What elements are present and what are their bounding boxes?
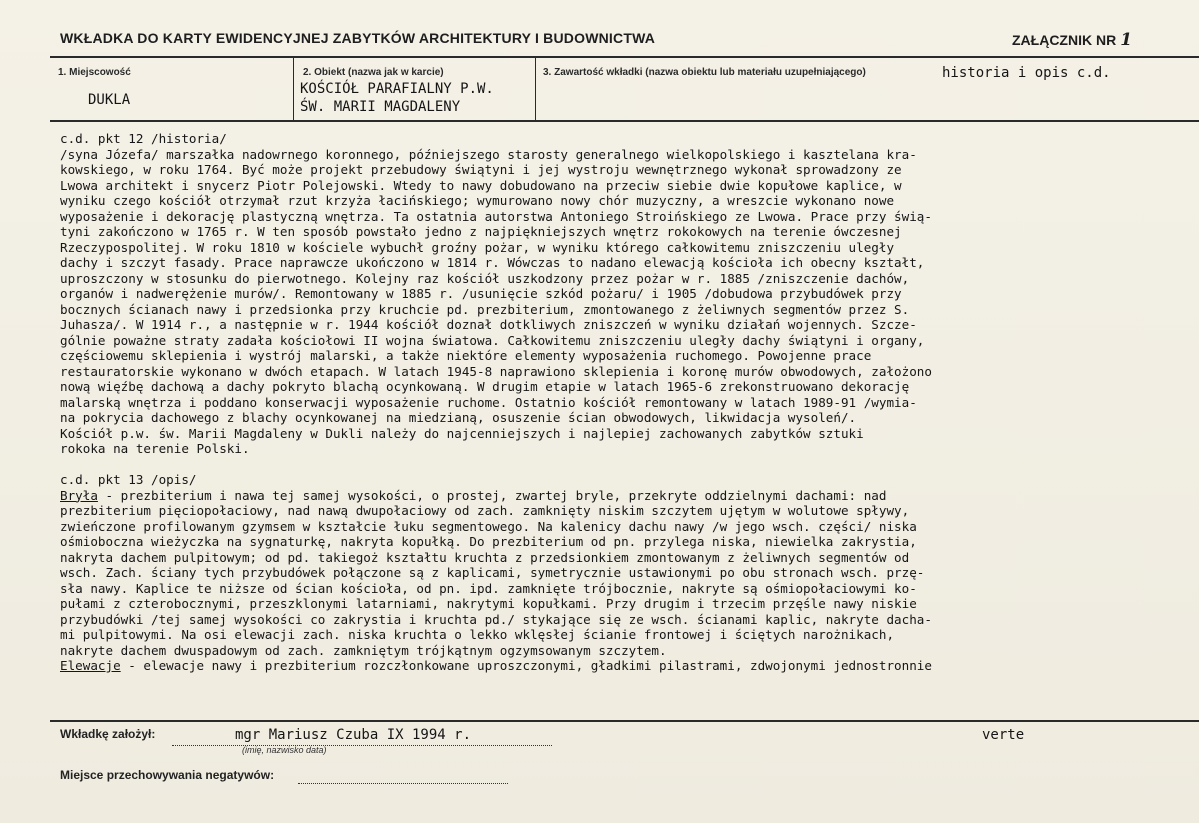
field-2-label: 2. Obiekt (nazwa jak w karcie) [303, 67, 444, 78]
annex-label [1012, 30, 1132, 50]
body-line: na pokrycia dachowego z blachy ocynkowanej na miedzianą, osuszenie ścian obwodowych, likwidacja wysoleń/. [60, 410, 857, 425]
body-line: prezbiterium pięciopołaciowy, nad nawą dwupołaciowy od zach. zamknięty niskim szczytem ujętym w wolutowe spływy, [60, 503, 910, 518]
field-1-label: 1. Miejscowość [58, 67, 131, 78]
body-line: przybudówki /tej samej wysokości co zakrystia i kruchta pd./ stykające się ze wsch. ścianami kaplic, nakryte dacha- [60, 611, 932, 627]
field-2-value-line-1: KOŚCIÓŁ PARAFIALNY P.W. [300, 81, 494, 97]
body-line: ośmioboczna wieżyczka na sygnaturkę, nakryta kopułką. Do prezbiterium od pn. przylega niska, niewielka zakrystia, [60, 534, 917, 549]
made-by-hint: (imię, nazwisko data) [242, 745, 327, 755]
body-line: wsch. Zach. ściany tych przybudówek połączone są z kaplicami, symetrycznie ustawionymi po obu stronach wsch. przę- [60, 565, 925, 580]
body-line: uproszczony w stosunku do pierwotnego. Kolejny raz kościół uszkodzony przez pożar w r. 1885 /zniszczenie dachów, [60, 270, 910, 286]
field-3-value: historia i opis c.d. [942, 65, 1111, 81]
body-line: nakryte dachem dwuspadowym od zach. zamkniętym trójkątnym ogzymsowanym szczytem. [60, 642, 667, 658]
field-1-value: DUKLA [88, 92, 131, 108]
body-line: tyni zakończono w 1765 r. W ten sposób powstało jedno z najpiękniejszych wnętrz rokokowych na terenie ówczesnej [60, 224, 902, 239]
body-line: Rzeczypospolitej. W roku 1810 w kościele wybuchł groźny pożar, w wyniku którego całkowitemu zniszczeniu uległy [60, 239, 895, 255]
negatives-location-label: Miejsce przechowywania negatywów: [60, 768, 275, 782]
body-line: dachy i szczyt fasady. Prace naprawcze ukończono w 1814 r. Wówczas to nadano elewacją kościoła ich obecny kształt, [60, 255, 925, 270]
body-line: c.d. pkt 13 /opis/ [60, 472, 197, 487]
body-line: częściowemu sklepienia i wystrój malarski, a także niektóre elementy wyposażenia ruchomego. Powojenne prace [60, 348, 872, 363]
field-divider-2 [535, 57, 536, 121]
body-line: wyposażenie i dekorację plastyczną wnętrza. Ta ostatnia autorstwa Antoniego Stroińskiego ze Lwowa. Prace przy świą- [60, 208, 932, 224]
body-line: mi pulpitowymi. Na osi elewacji zach. niska kruchta o lekko wklęsłej ścianie frontowej i ściętych narożnikach, [60, 627, 895, 642]
field-2-value-line-2: ŚW. MARII MAGDALENY [300, 99, 461, 115]
body-line: gólnie poważne straty zadała kościołowi II wojna światowa. Całkowitemu zniszczeniu uległy dachy świątyni i organy, [60, 332, 925, 348]
made-by-label: Wkładkę założył: [60, 727, 156, 741]
body-line: /syna Józefa/ marszałka nadowrnego koronnego, późniejszego starosty generalnego wielkopolskiego i kasztelana kra- [60, 146, 917, 162]
body-line: nakryta dachem pulpitowym; od pd. takiegoż kształtu kruchta z przedsionkiem zmontowanym z żeliwnych segmentów od [60, 549, 910, 565]
body-line: rokoka na terenie Polski. [60, 441, 250, 456]
body-line: malarską wnętrza i poddano konserwacji wyposażenie ruchome. Ostatnio kościół remontowany w latach 1989-91 /wymia- [60, 394, 917, 410]
body-line: Lwowa architekt i snycerz Piotr Polejowski. Wtedy to nawy dobudowano na przeciw siebie dwie kopułowe kaplice, w [60, 177, 902, 193]
body-line: wyniku czego kościół otrzymał rzut krzyża łacińskiego; wymurowano nowy chór muzyczny, a wreszcie wykonano nowe [60, 193, 895, 208]
footer-rule [50, 720, 1199, 722]
body-line: nową więźbę dachową a dachy pokryto blachą ocynkowaną. W drugim etapie w latach 1965-6 zrekonstruowano dekorację [60, 379, 910, 394]
card-title: WKŁADKA DO KARTY EWIDENCYJNEJ ZABYTKÓW ARCHITEKTURY I BUDOWNICTWA [60, 30, 656, 46]
body-line: c.d. pkt 12 /historia/ [60, 131, 227, 146]
body-line: Kościół p.w. św. Marii Magdaleny w Dukli należy do najcenniejszych i najlepiej zachowanych zabytków sztuki [60, 425, 864, 441]
made-by-dotted-line [172, 745, 552, 746]
verte-note: verte [982, 727, 1025, 743]
annex-number: 1 [1120, 30, 1133, 50]
field-3-label: 3. Zawartość wkładki (nazwa obiektu lub materiału uzupełniającego) [543, 67, 866, 78]
body-line: zwieńczone profilowanym gzymsem w kształcie łuku segmentowego. Na kalenicy dachu nawy /w jego wsch. części/ niska [60, 518, 917, 534]
field-box-bottom-rule [50, 120, 1199, 122]
field-divider-1 [293, 57, 294, 121]
body-line: pułami z czterobocznymi, przeszklonymi latarniami, nakrytymi kopułkami. Przy drugim i trzecim przęśle nawy niskie [60, 596, 917, 611]
body-line: organów i nadwerężenie murów/. Remontowany w 1885 r. /usunięcie szkód pożaru/ i 1905 /dobudowa przybudówek przy [60, 286, 902, 301]
annex-label-text: ZAŁĄCZNIK NR [1012, 32, 1117, 48]
section-heading: Elewacje [60, 658, 121, 673]
body-line: Elewacje - elewacje nawy i prezbiterium rozczłonkowane uproszczonymi, gładkimi pilastrami, zdwojonymi jednostronnie [60, 658, 932, 673]
body-line: kowskiego, w roku 1764. Być może projekt przebudowy świątyni i jej wystroju wewnętrznego wykonał sprowadzony ze [60, 162, 902, 177]
body-line: bocznych ścianach nawy i przedsionka przy kruchcie pd. prezbiterium, zmontowanego z żeliwnych segmentów przez S. [60, 301, 910, 317]
body-line: Bryła - prezbiterium i nawa tej samej wysokości, o prostej, zwartej bryle, przekryte oddzielnymi dachami: nad [60, 487, 887, 503]
negatives-location-dotted-line [298, 783, 508, 784]
header-rule [50, 56, 1199, 58]
body-line: Juhasza/. W 1914 r., a następnie w r. 1944 kościół doznał dotkliwych zniszczeń w wyniku działań wojennych. Szcze- [60, 317, 917, 332]
made-by-value: mgr Mariusz Czuba IX 1994 r. [235, 727, 472, 743]
section-heading: Bryła [60, 487, 98, 503]
body-line: sła nawy. Kaplice te niższe od ścian kościoła, od pn. ipd. zamknięte trójbocznie, nakryte są ośmiopołaciowymi ko- [60, 580, 917, 596]
body-line: restauratorskie wykonano w dwóch etapach. W latach 1945-8 naprawiono sklepienia i koronę murów obwodowych, założono [60, 363, 932, 379]
